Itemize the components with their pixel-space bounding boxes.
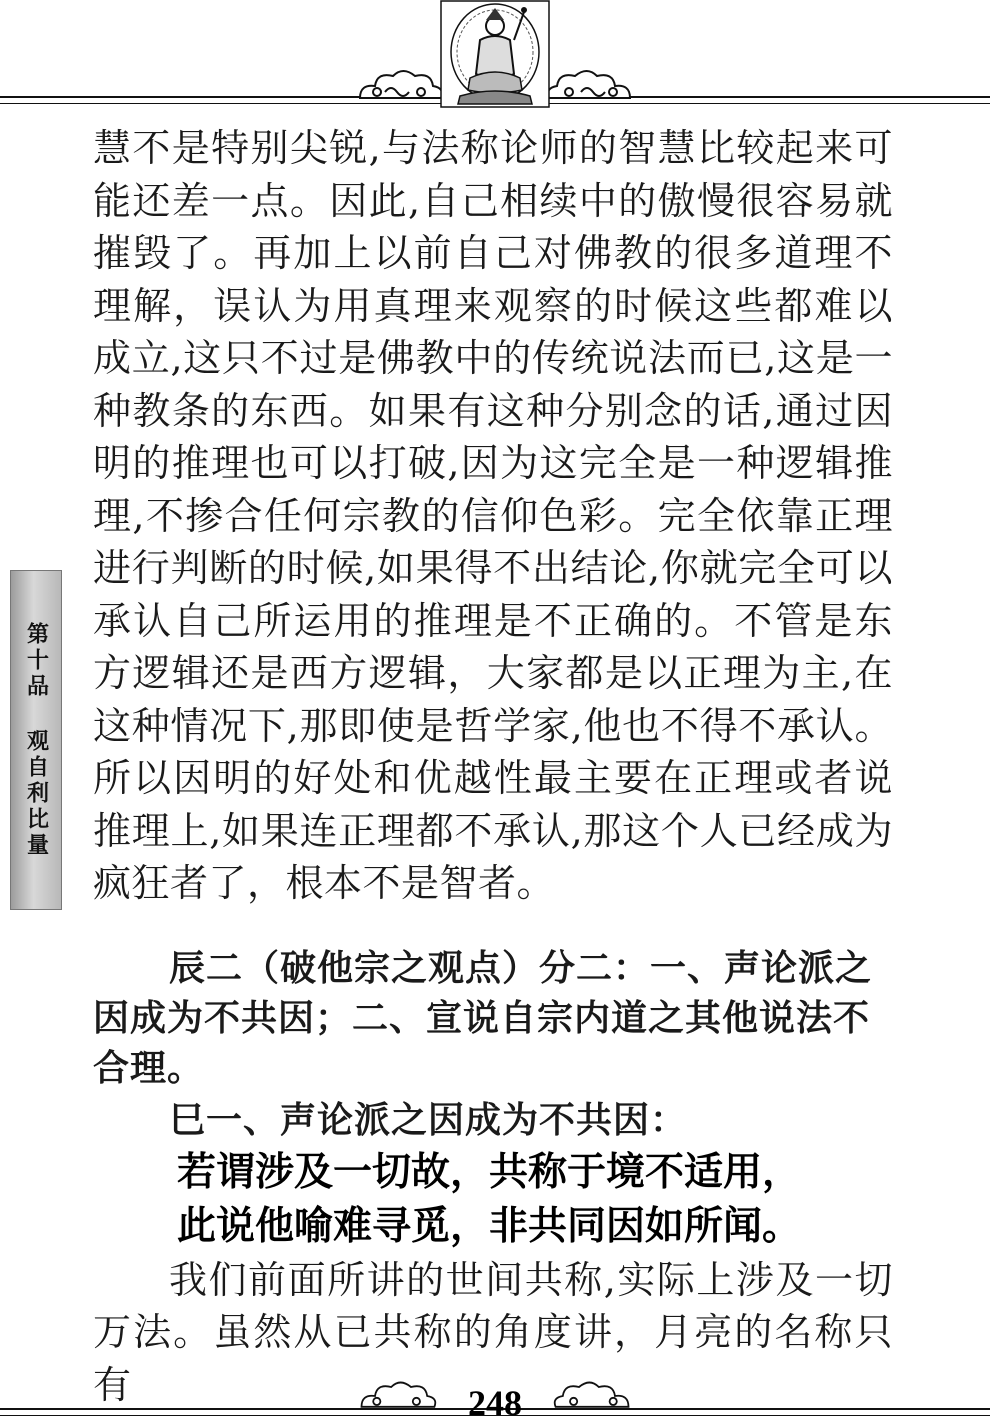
footer-right-cloud-icon [550,1378,635,1414]
body-paragraph: 慧不是特别尖锐,与法称论师的智慧比较起来可能还差一点。因此,自己相续中的傲慢很容易就摧毁了。再加上以前自己对佛教的很多道理不理解，误认为用真理来观察的时候这些都难以成立,这只不过是佛教中的传统说法而已,这是一种教条的东西。如果有这种分别念的话,通过因明的推理也可以打破,因为这完全是一种逻辑推理,不掺合任何宗教的信仰色彩。完全依靠正理进行判断的时候,如果得不出结论,你就完全可以承认自己所运用的推理是不正确的。不管是东方逻辑还是西方逻辑，大家都是以正理为主,在这种情况下,那即使是哲学家,他也不得不承认。所以因明的好处和优越性最主要在正理或者说推理上,如果连正理都不承认,那这个人已经成为疯狂者了，根本不是智者。 [93,126,893,905]
left-cloud-ornament-icon [355,66,445,106]
closing-paragraph: 我们前面所讲的世间共称,实际上涉及一切万法。虽然从已共称的角度讲，月亮的名称只有 [93,1257,893,1407]
page-content [93,122,893,1411]
subsection-heading: 巳一、声论派之因成为不共因： [169,1099,688,1141]
section-gap [93,910,893,944]
section-heading: 辰二（破他宗之观点）分二：一、声论派之因成为不共因；二、宣说自宗内道之其他说法不合理。 [93,947,873,1089]
verse-line-2: 此说他喻难寻觅，非共同因如所闻。 [177,1203,802,1249]
page-number: 248 [468,1383,522,1423]
padmasambhava-figure-icon [440,0,550,108]
verse-line-1: 若谓涉及一切故，共称于境不适用， [177,1149,802,1195]
chapter-label: 第十品 观自利比量 [23,621,49,859]
right-cloud-ornament-icon [545,66,635,106]
footer-left-cloud-icon [355,1378,440,1414]
chapter-side-tab [10,570,62,910]
